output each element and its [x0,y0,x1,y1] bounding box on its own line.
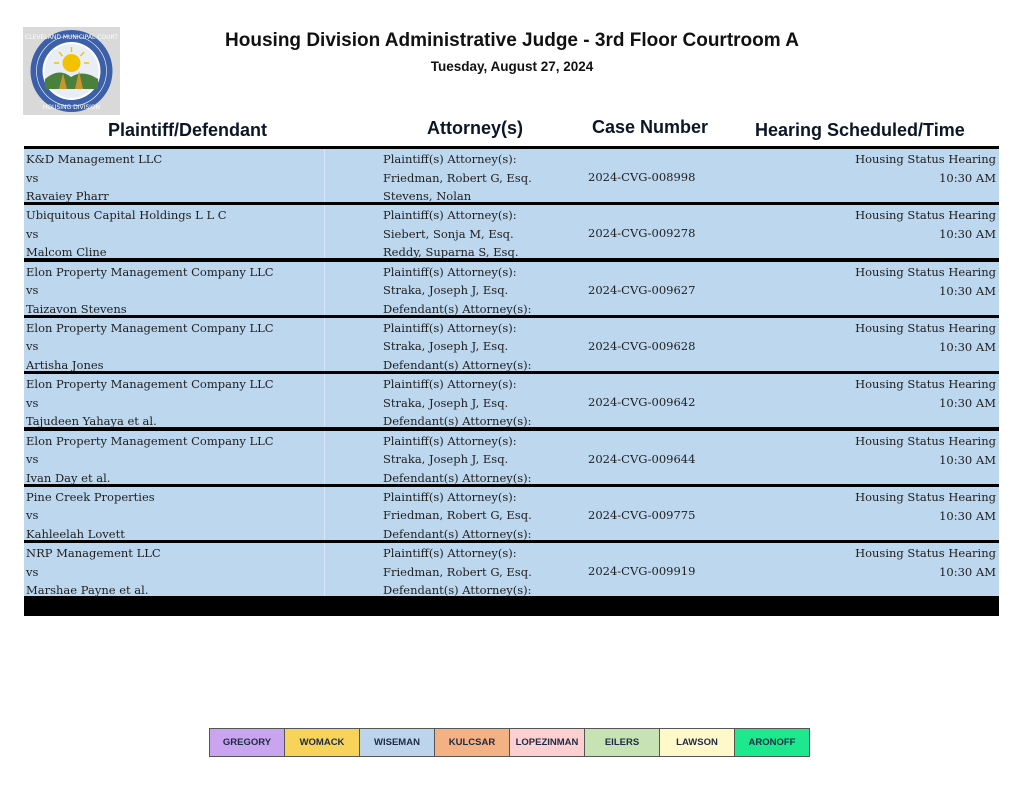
hearing-cell [855,263,996,301]
plaintiff-name: K&D Management LLC [26,152,163,166]
attorney-line: Defendant(s) Attorney(s): [383,414,532,429]
docket-table [24,146,999,616]
legend-judge-womack: WOMACK [285,729,360,756]
attorney-line: Friedman, Robert G, Esq. [383,170,532,185]
attorney-line: Defendant(s) Attorney(s): [383,357,532,372]
defendant-name: Ivan Day et al. [26,470,111,485]
hearing-time: 10:30 AM [939,508,996,523]
svg-text:CLEVELAND MUNICIPAL COURT: CLEVELAND MUNICIPAL COURT [25,34,118,41]
table-row [24,431,999,484]
legend-judge-eilers: EILERS [585,729,660,756]
case-number: 2024-CVG-009628 [588,338,696,353]
case-number: 2024-CVG-009919 [588,564,696,579]
parties-cell [26,375,322,431]
legend-judge-lawson: LAWSON [660,729,735,756]
attorney-line: Plaintiff(s) Attorney(s): [383,546,517,561]
attorneys-cell [383,544,532,600]
column-divider [324,318,325,371]
table-row [24,205,999,258]
hearing-cell [855,544,996,582]
vs-label: vs [26,395,39,410]
legend-judge-kulcsar: KULCSAR [435,729,510,756]
parties-cell [26,432,322,488]
hearing-time: 10:30 AM [939,171,996,185]
column-divider [324,149,325,202]
vs-label: vs [26,452,39,466]
parties-cell [26,206,322,262]
case-number: 2024-CVG-009644 [588,451,696,466]
plaintiff-name: Pine Creek Properties [26,489,155,504]
hearing-time: 10:30 AM [939,227,996,242]
column-header-hearing: Hearing Scheduled/Time [755,120,965,140]
hearing-time: 10:30 AM [939,565,996,580]
legend-judge-aronoff: ARONOFF [735,729,809,756]
hearing-type: Housing Status Hearing [855,264,996,279]
column-divider [324,205,325,258]
table-row [24,374,999,427]
attorney-line: Plaintiff(s) Attorney(s): [383,208,517,223]
attorney-line: Plaintiff(s) Attorney(s): [383,377,517,392]
attorney-line: Stevens, Nolan [383,189,472,203]
attorney-line: Plaintiff(s) Attorney(s): [383,152,517,166]
attorney-line: Defendant(s) Attorney(s): [383,470,532,485]
case-number: 2024-CVG-009642 [588,395,696,410]
attorneys-cell [383,150,532,206]
svg-text:HOUSING DIVISION: HOUSING DIVISION [42,104,101,111]
plaintiff-name: Elon Property Management Company LLC [26,433,274,448]
attorney-line: Siebert, Sonja M, Esq. [383,226,514,241]
hearing-type: Housing Status Hearing [855,377,996,392]
table-row [24,262,999,315]
attorney-line: Friedman, Robert G, Esq. [383,508,532,523]
defendant-name: Artisha Jones [26,357,104,372]
hearing-cell [855,488,996,526]
hearing-time: 10:30 AM [939,396,996,411]
defendant-name: Marshae Payne et al. [26,583,149,598]
attorney-line: Straka, Joseph J, Esq. [383,283,509,298]
defendant-name: Taizavon Stevens [26,301,127,316]
column-header-attorneys: Attorney(s) [427,118,524,138]
attorney-line: Plaintiff(s) Attorney(s): [383,489,517,504]
vs-label: vs [26,283,39,298]
attorney-line: Plaintiff(s) Attorney(s): [383,264,517,279]
vs-label: vs [26,170,39,185]
defendant-name: Kahleelah Lovett [26,526,125,541]
hearing-cell [855,432,996,470]
hearing-time: 10:30 AM [939,339,996,354]
case-number: 2024-CVG-008998 [588,170,696,184]
plaintiff-name: Ubiquitous Capital Holdings L L C [26,208,227,223]
table-row [24,487,999,540]
parties-cell [26,488,322,544]
plaintiff-name: Elon Property Management Company LLC [26,320,274,335]
vs-label: vs [26,339,39,354]
column-divider [324,487,325,540]
hearing-time: 10:30 AM [939,452,996,467]
attorney-line: Friedman, Robert G, Esq. [383,564,532,579]
parties-cell [26,544,322,600]
attorney-line: Reddy, Suparna S, Esq. [383,245,519,260]
legend-judge-lopez-inman: LOPEZ INMAN [510,729,585,756]
hearing-type: Housing Status Hearing [855,546,996,561]
attorney-line: Straka, Joseph J, Esq. [383,452,509,466]
column-divider [324,262,325,315]
column-header-parties: Plaintiff/Defendant [108,120,268,140]
judge-color-legend [209,728,810,757]
attorney-line: Plaintiff(s) Attorney(s): [383,433,517,448]
attorney-line: Defendant(s) Attorney(s): [383,526,532,541]
plaintiff-name: NRP Management LLC [26,546,161,561]
hearing-time: 10:30 AM [939,283,996,298]
hearing-type: Housing Status Hearing [855,320,996,335]
attorney-line: Straka, Joseph J, Esq. [383,395,509,410]
attorneys-cell [383,375,532,431]
column-divider [324,431,325,484]
plaintiff-name: Elon Property Management Company LLC [26,377,274,392]
hearing-cell [855,206,996,244]
attorneys-cell [383,432,532,488]
attorneys-cell [383,319,532,375]
attorneys-cell [383,206,518,262]
hearing-type: Housing Status Hearing [855,208,996,223]
table-row [24,149,999,202]
vs-label: vs [26,226,39,241]
parties-cell [26,150,322,206]
case-number: 2024-CVG-009278 [588,226,696,241]
vs-label: vs [26,564,39,579]
hearing-cell [855,150,996,188]
defendant-name: Ravaiey Pharr [26,189,109,203]
plaintiff-name: Elon Property Management Company LLC [26,264,274,279]
case-number: 2024-CVG-009627 [588,282,696,297]
hearing-cell [855,319,996,357]
legend-judge-gregory: GREGORY [210,729,285,756]
column-header-case-number: Case Number [592,117,709,137]
attorney-line: Plaintiff(s) Attorney(s): [383,320,517,335]
attorneys-cell [383,488,532,544]
parties-cell [26,319,322,375]
case-number: 2024-CVG-009775 [588,507,696,522]
table-row [24,318,999,371]
page-title: Housing Division Administrative Judge - 3rd Floor Courtroom A [225,30,799,51]
hearing-cell [855,375,996,413]
parties-cell [26,263,322,319]
hearing-type: Housing Status Hearing [855,433,996,448]
defendant-name: Malcom Cline [26,245,107,260]
hearing-type: Housing Status Hearing [855,489,996,504]
attorney-line: Defendant(s) Attorney(s): [383,301,532,316]
attorney-line: Defendant(s) Attorney(s): [383,583,532,598]
page-date: Tuesday, August 27, 2024 [430,59,594,74]
column-divider [324,374,325,427]
attorneys-cell [383,263,532,319]
column-divider [324,543,325,596]
table-row [24,543,999,596]
defendant-name: Tajudeen Yahaya et al. [26,414,157,429]
legend-judge-wiseman: WISEMAN [360,729,435,756]
attorney-line: Straka, Joseph J, Esq. [383,339,509,354]
vs-label: vs [26,508,39,523]
hearing-type: Housing Status Hearing [855,152,996,166]
